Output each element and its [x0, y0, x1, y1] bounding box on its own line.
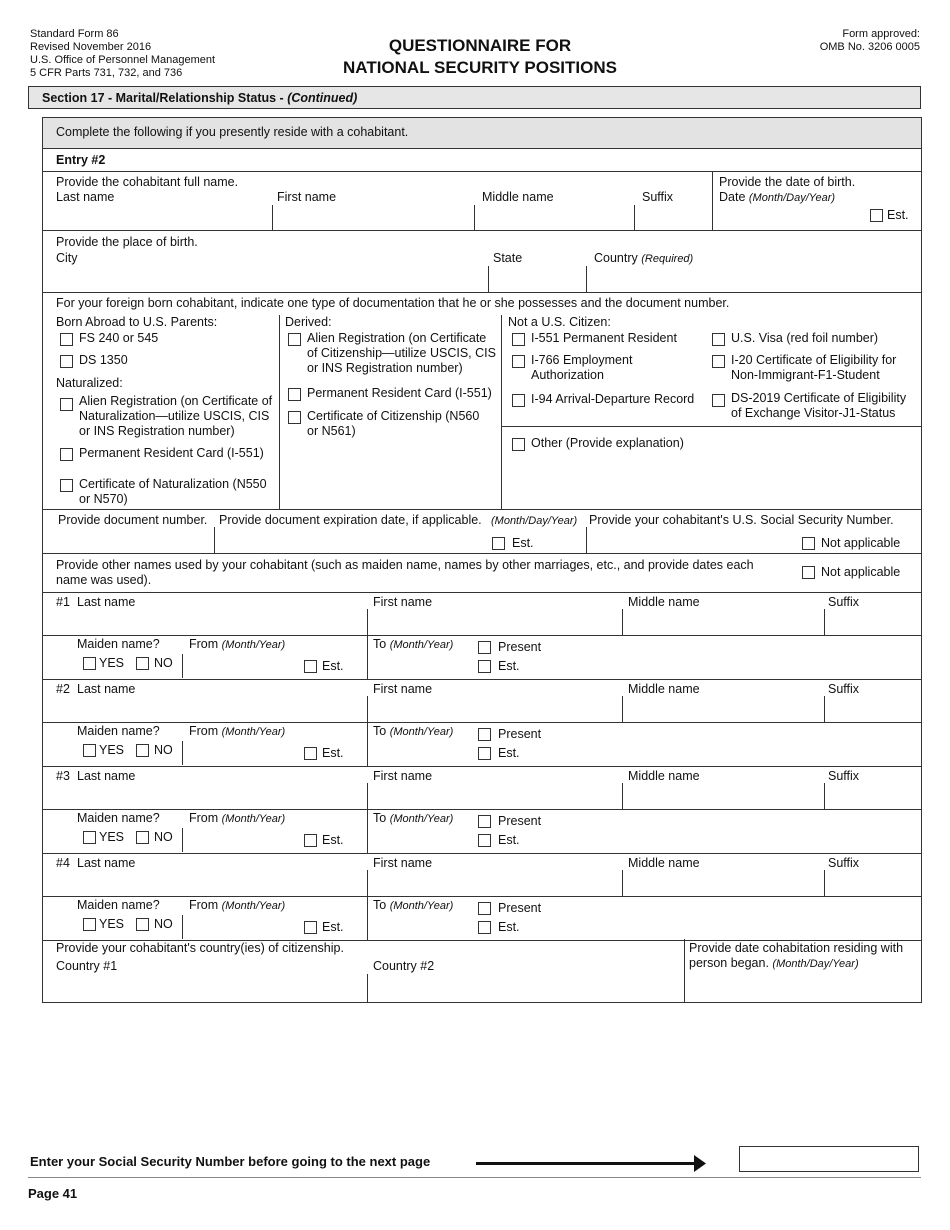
other-names-na-label: Not applicable	[821, 565, 901, 579]
cohabitation-began-label: Provide date cohabitation residing with person began. (Month/Day/Year)	[689, 941, 904, 970]
other-name-4-to-est-checkbox[interactable]	[478, 921, 491, 934]
divider	[42, 635, 922, 636]
derived-title: Derived:	[285, 315, 332, 329]
other-name-1-first-label: First name	[373, 595, 433, 609]
other-name-2-to-est-checkbox[interactable]	[478, 747, 491, 760]
other-name-1-last-label: Last name	[77, 595, 136, 609]
other-name-4-no-label: NO	[154, 917, 173, 931]
divider	[622, 870, 623, 896]
pob-prompt: Provide the place of birth.	[56, 235, 198, 249]
divider	[367, 870, 368, 896]
pob-state-label: State	[493, 251, 523, 265]
other-name-3-number: #3	[56, 769, 70, 783]
other-name-1-to-est-label: Est.	[498, 659, 520, 673]
i766-checkbox[interactable]	[512, 355, 525, 368]
arrow-right-icon	[694, 1155, 706, 1172]
other-name-3-yes-label: YES	[99, 830, 125, 844]
ds2019-checkbox[interactable]	[712, 394, 725, 407]
cohabitant-ssn-label: Provide your cohabitant's U.S. Social Security Number.	[589, 513, 894, 527]
divider	[182, 915, 183, 939]
other-name-4-to-label: To (Month/Year)	[373, 898, 454, 912]
alien-nat-label: Alien Registration (on Certificate of Naturalization—utilize USCIS, CIS or INS Registration number)	[79, 394, 273, 438]
divider	[824, 696, 825, 722]
divider	[367, 896, 368, 940]
other-name-1-from-label: From (Month/Year)	[189, 637, 286, 651]
other-name-4-yes-checkbox[interactable]	[83, 918, 96, 931]
i551-checkbox[interactable]	[512, 333, 525, 346]
divider	[367, 696, 368, 722]
other-name-3-no-label: NO	[154, 830, 173, 844]
divider	[42, 679, 922, 680]
pob-city-label: City	[56, 251, 78, 265]
doc-exp-est-checkbox[interactable]	[492, 537, 505, 550]
other-name-4-number: #4	[56, 856, 70, 870]
citizenship-prompt: Provide your cohabitant's country(ies) of citizenship.	[56, 941, 344, 955]
other-name-4-suffix-label: Suffix	[828, 856, 860, 870]
dob-date-label: Date (Month/Day/Year)	[719, 190, 836, 204]
naturalized-title: Naturalized:	[56, 376, 123, 390]
other-name-2-from-est-label: Est.	[322, 746, 344, 760]
other-name-4-present-label: Present	[498, 901, 542, 915]
other-name-3-to-est-label: Est.	[498, 833, 520, 847]
intro-text: Complete the following if you presently reside with a cohabitant.	[56, 125, 409, 139]
cert-cit-checkbox[interactable]	[288, 411, 301, 424]
divider	[824, 783, 825, 809]
pob-country-label: Country (Required)	[594, 251, 694, 265]
other-name-1-present-label: Present	[498, 640, 542, 654]
form-id-line-1: Standard Form 86	[30, 28, 119, 40]
other-names-prompt: Provide other names used by your cohabitant (such as maiden name, names by other marriages, etc., and provide dates each name was used).	[56, 558, 754, 587]
other-name-2-suffix-label: Suffix	[828, 682, 860, 696]
other-name-2-present-label: Present	[498, 727, 542, 741]
arrow-line	[476, 1162, 698, 1165]
country2-label: Country #2	[373, 959, 435, 973]
i20-label: I-20 Certificate of Eligibility for Non-Immigrant-F1-Student	[731, 353, 897, 382]
page-number: Page 41	[28, 1186, 78, 1201]
ssn-na-checkbox[interactable]	[802, 537, 815, 550]
first-name-label: First name	[277, 190, 337, 204]
suffix-label: Suffix	[642, 190, 674, 204]
divider	[622, 609, 623, 635]
middle-name-label: Middle name	[482, 190, 554, 204]
other-name-2-to-label: To (Month/Year)	[373, 724, 454, 738]
footer-ssn-input[interactable]	[739, 1146, 919, 1172]
other-name-2-present-checkbox[interactable]	[478, 728, 491, 741]
divider	[367, 783, 368, 809]
other-name-1-yes-label: YES	[99, 656, 125, 670]
form-title-line-2: NATIONAL SECURITY POSITIONS	[343, 58, 617, 77]
i551-label: I-551 Permanent Resident	[531, 331, 677, 345]
other-name-3-last-label: Last name	[77, 769, 136, 783]
other-name-2-maiden-label: Maiden name?	[77, 724, 160, 738]
i20-checkbox[interactable]	[712, 355, 725, 368]
other-name-3-from-est-checkbox[interactable]	[304, 834, 317, 847]
prc-derived-label: Permanent Resident Card (I-551)	[307, 386, 492, 400]
i94-checkbox[interactable]	[512, 394, 525, 407]
form-id-line-3: U.S. Office of Personnel Management	[30, 54, 216, 66]
other-name-1-middle-label: Middle name	[628, 595, 700, 609]
entry-label: Entry #2	[56, 153, 106, 167]
other-name-2-yes-checkbox[interactable]	[83, 744, 96, 757]
ds1350-checkbox[interactable]	[60, 355, 73, 368]
other-name-2-middle-label: Middle name	[628, 682, 700, 696]
ssn-na-label: Not applicable	[821, 536, 901, 550]
divider	[182, 828, 183, 852]
dob-est-label: Est.	[887, 208, 909, 222]
divider	[182, 741, 183, 765]
divider	[42, 853, 922, 854]
other-name-3-to-est-checkbox[interactable]	[478, 834, 491, 847]
cert-cit-label: Certificate of Citizenship (N560 or N561)	[307, 409, 480, 438]
other-name-1-present-checkbox[interactable]	[478, 641, 491, 654]
divider	[42, 896, 922, 897]
other-name-4-from-est-label: Est.	[322, 920, 344, 934]
doc-exp-est-label: Est.	[512, 536, 534, 550]
other-name-3-from-label: From (Month/Year)	[189, 811, 286, 825]
country1-label: Country #1	[56, 959, 118, 973]
dob-prompt: Provide the date of birth.	[719, 175, 856, 189]
alien-nat-checkbox[interactable]	[60, 398, 73, 411]
other-names-na-checkbox[interactable]	[802, 566, 815, 579]
born-abroad-title: Born Abroad to U.S. Parents:	[56, 315, 218, 329]
doc-expiration-format: (Month/Day/Year)	[491, 515, 578, 527]
divider	[42, 722, 922, 723]
other-name-1-to-label: To (Month/Year)	[373, 637, 454, 651]
divider	[367, 722, 368, 766]
form-approved: Form approved:	[842, 28, 920, 40]
other-name-1-no-checkbox[interactable]	[136, 657, 149, 670]
other-name-3-no-checkbox[interactable]	[136, 831, 149, 844]
visa-label: U.S. Visa (red foil number)	[731, 331, 879, 345]
not-citizen-title: Not a U.S. Citizen:	[508, 315, 611, 329]
visa-checkbox[interactable]	[712, 333, 725, 346]
other-name-2-from-est-checkbox[interactable]	[304, 747, 317, 760]
other-name-1-suffix-label: Suffix	[828, 595, 860, 609]
prc-nat-label: Permanent Resident Card (I-551)	[79, 446, 264, 460]
other-name-3-present-checkbox[interactable]	[478, 815, 491, 828]
omb-number: OMB No. 3206 0005	[819, 41, 920, 53]
other-name-4-middle-label: Middle name	[628, 856, 700, 870]
divider	[367, 809, 368, 853]
other-name-4-yes-label: YES	[99, 917, 125, 931]
other-name-3-maiden-label: Maiden name?	[77, 811, 160, 825]
dob-est-checkbox[interactable]	[870, 209, 883, 222]
other-name-1-yes-checkbox[interactable]	[83, 657, 96, 670]
other-name-4-to-est-label: Est.	[498, 920, 520, 934]
section-title: Section 17 - Marital/Relationship Status - (Continued)	[42, 91, 358, 105]
other-name-3-suffix-label: Suffix	[828, 769, 860, 783]
fs240-label: FS 240 or 545	[79, 331, 159, 345]
i94-label: I-94 Arrival-Departure Record	[531, 392, 695, 406]
fs240-checkbox[interactable]	[60, 333, 73, 346]
form-title-line-1: QUESTIONNAIRE FOR	[388, 36, 572, 55]
form-id-line-4: 5 CFR Parts 731, 732, and 736	[30, 67, 183, 79]
other-name-1-from-est-checkbox[interactable]	[304, 660, 317, 673]
divider	[367, 635, 368, 679]
prc-derived-checkbox[interactable]	[288, 388, 301, 401]
other-name-2-yes-label: YES	[99, 743, 125, 757]
alien-cit-checkbox[interactable]	[288, 333, 301, 346]
other-name-1-number: #1	[56, 595, 70, 609]
ds2019-label: DS-2019 Certificate of Eligibility of Exchange Visitor-J1-Status	[731, 391, 907, 420]
footer-ssn-prompt: Enter your Social Security Number before going to the next page	[30, 1154, 431, 1169]
other-name-1-from-est-label: Est.	[322, 659, 344, 673]
docs-prompt: For your foreign born cohabitant, indicate one type of documentation that he or she possesses and the document number.	[56, 296, 730, 310]
divider	[824, 870, 825, 896]
other-doc-checkbox[interactable]	[512, 438, 525, 451]
divider	[182, 654, 183, 678]
other-name-2-no-checkbox[interactable]	[136, 744, 149, 757]
other-name-4-from-label: From (Month/Year)	[189, 898, 286, 912]
other-name-1-no-label: NO	[154, 656, 173, 670]
other-name-2-number: #2	[56, 682, 70, 696]
other-name-1-maiden-label: Maiden name?	[77, 637, 160, 651]
other-name-4-present-checkbox[interactable]	[478, 902, 491, 915]
divider	[367, 609, 368, 635]
last-name-label: Last name	[56, 190, 115, 204]
other-name-2-from-label: From (Month/Year)	[189, 724, 286, 738]
other-name-3-to-label: To (Month/Year)	[373, 811, 454, 825]
other-name-1-to-est-checkbox[interactable]	[478, 660, 491, 673]
other-name-2-last-label: Last name	[77, 682, 136, 696]
alien-cit-label: Alien Registration (on Certificate of Citizenship—utilize USCIS, CIS or INS Registration number)	[307, 331, 496, 375]
divider	[622, 783, 623, 809]
form-id-line-2: Revised November 2016	[30, 41, 152, 53]
other-name-4-maiden-label: Maiden name?	[77, 898, 160, 912]
other-name-3-first-label: First name	[373, 769, 433, 783]
divider	[42, 809, 922, 810]
other-name-3-yes-checkbox[interactable]	[83, 831, 96, 844]
ds1350-label: DS 1350	[79, 353, 128, 367]
other-name-3-middle-label: Middle name	[628, 769, 700, 783]
other-name-2-first-label: First name	[373, 682, 433, 696]
other-name-4-first-label: First name	[373, 856, 433, 870]
other-name-2-to-est-label: Est.	[498, 746, 520, 760]
prc-nat-checkbox[interactable]	[60, 448, 73, 461]
divider	[824, 609, 825, 635]
name-prompt: Provide the cohabitant full name.	[56, 175, 239, 189]
other-name-3-present-label: Present	[498, 814, 542, 828]
doc-number-label: Provide document number.	[58, 513, 208, 527]
divider	[622, 696, 623, 722]
i766-label: I-766 Employment Authorization	[531, 353, 633, 382]
other-name-4-from-est-checkbox[interactable]	[304, 921, 317, 934]
cert-nat-label: Certificate of Naturalization (N550 or N570)	[79, 477, 267, 506]
divider	[42, 766, 922, 767]
cert-nat-checkbox[interactable]	[60, 479, 73, 492]
other-name-4-no-checkbox[interactable]	[136, 918, 149, 931]
other-name-2-no-label: NO	[154, 743, 173, 757]
other-name-3-from-est-label: Est.	[322, 833, 344, 847]
other-name-4-last-label: Last name	[77, 856, 136, 870]
other-doc-label: Other (Provide explanation)	[531, 436, 684, 450]
doc-expiration-label: Provide document expiration date, if applicable.	[219, 513, 482, 527]
